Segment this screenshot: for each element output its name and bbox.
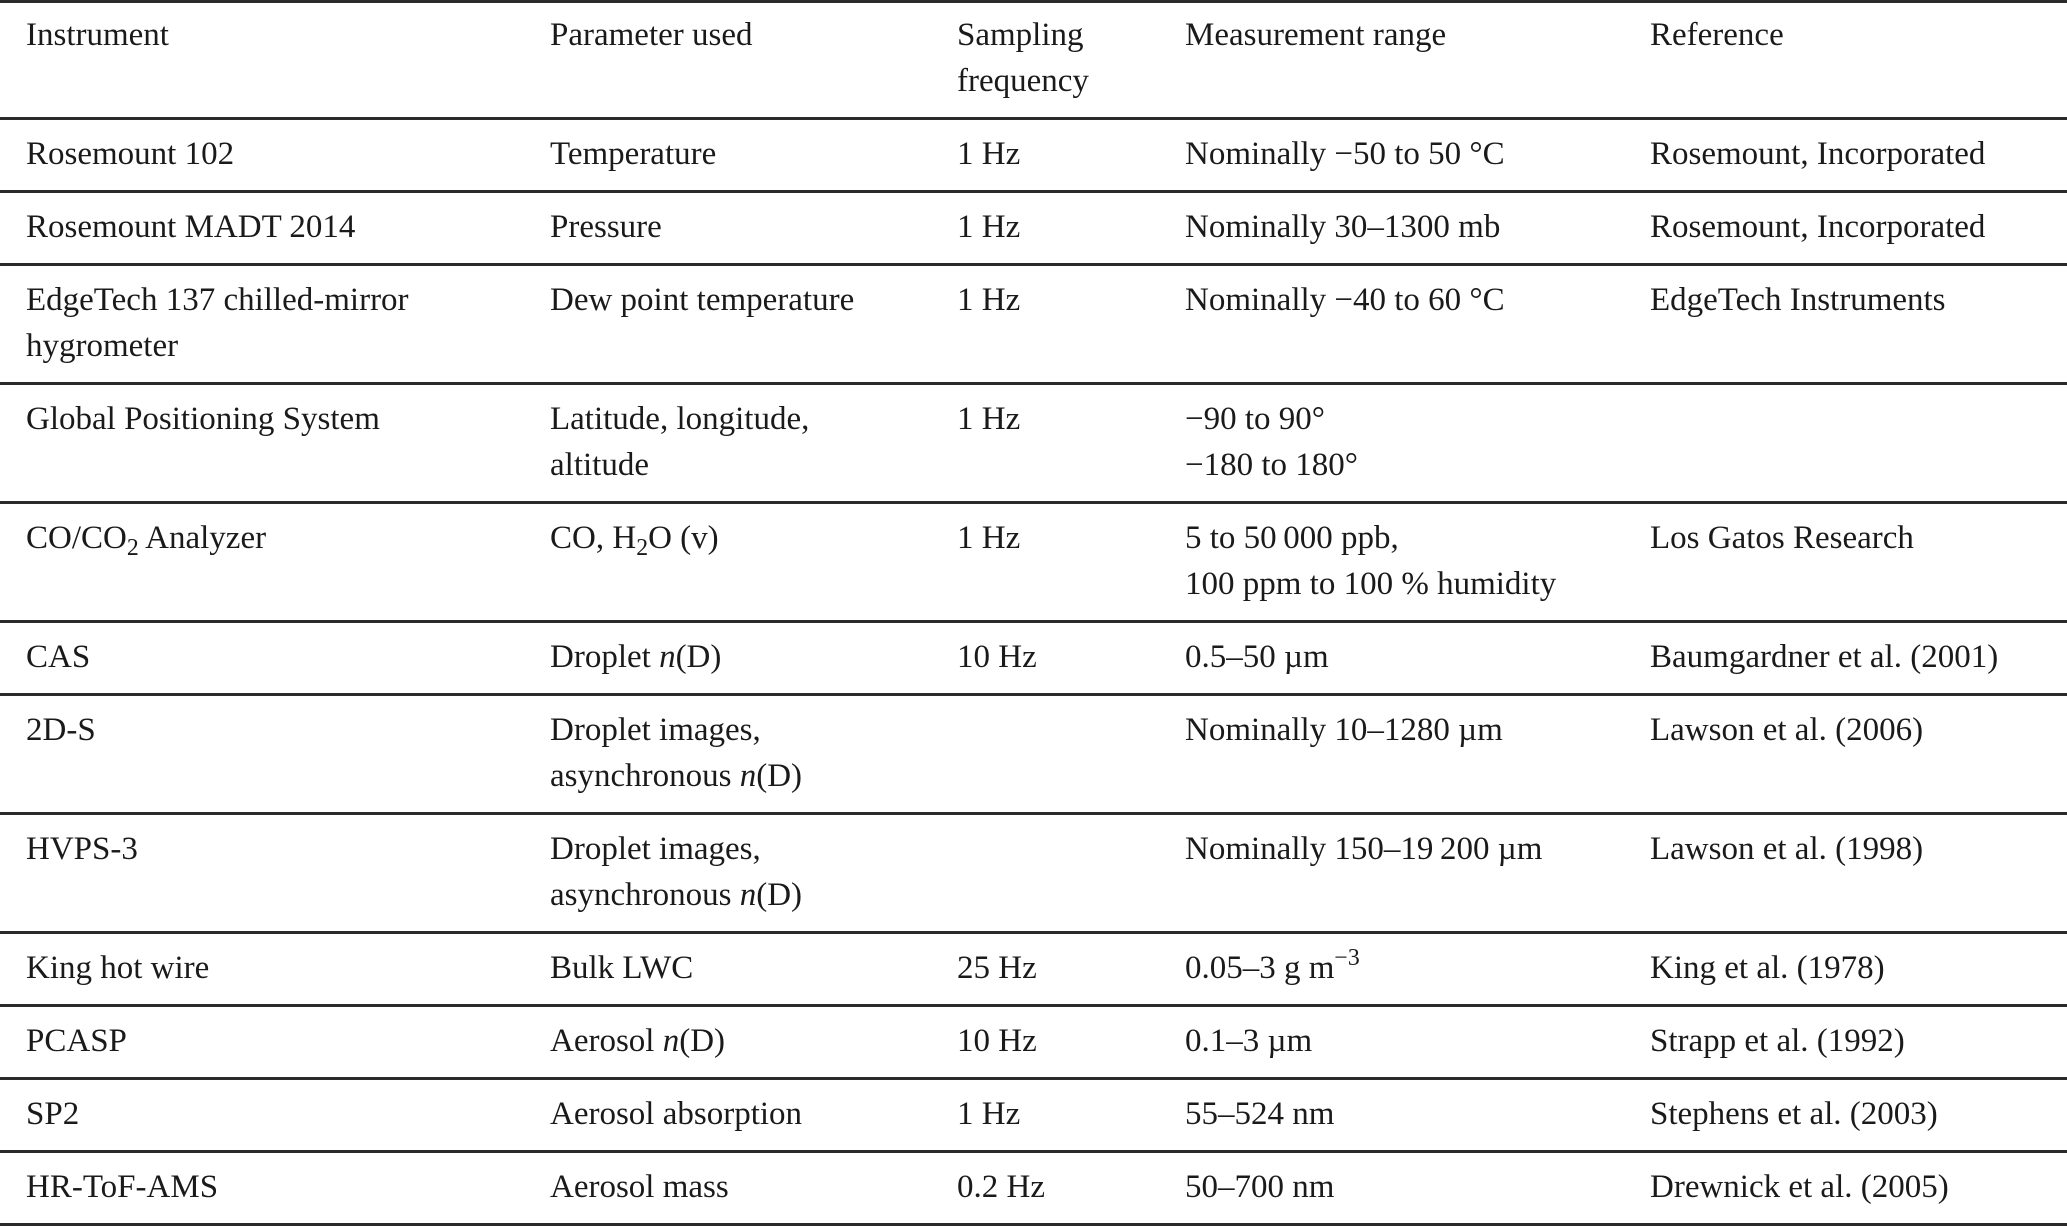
cell-reference xyxy=(1650,384,2067,503)
cell-parameter xyxy=(550,503,957,622)
table-row xyxy=(0,622,2067,695)
header-reference: Reference xyxy=(1650,17,1784,53)
cell-range xyxy=(1185,503,1650,622)
header-sampling-frequency xyxy=(957,2,1185,119)
cell-reference: Lawson et al. (1998) xyxy=(1650,831,1924,867)
cell-frequency: 1 Hz xyxy=(957,136,1021,172)
cell-reference: Stephens et al. (2003) xyxy=(1650,1096,1938,1132)
table-row xyxy=(0,695,2067,814)
cell-reference: Lawson et al. (2006) xyxy=(1650,712,1924,748)
text-part: Droplet xyxy=(550,639,660,675)
text-part: asynchronous xyxy=(550,877,740,913)
italic-symbol: n xyxy=(739,877,757,913)
text-part: 0.05–3 g m xyxy=(1185,950,1335,986)
table-row xyxy=(0,1152,2067,1225)
cell-parameter-line xyxy=(550,753,957,799)
cell-instrument: Rosemount MADT 2014 xyxy=(26,209,356,245)
cell-range: Nominally 150–19 200 µm xyxy=(1185,831,1543,867)
cell-parameter-line: Droplet images, xyxy=(550,712,761,748)
cell-range: 0.1–3 µm xyxy=(1185,1023,1313,1059)
header-measurement-range: Measurement range xyxy=(1185,17,1447,53)
text-part: asynchronous xyxy=(550,758,740,794)
cell-frequency: 0.2 Hz xyxy=(957,1169,1045,1205)
superscript: −3 xyxy=(1334,944,1360,971)
cell-parameter xyxy=(550,384,957,503)
cell-frequency: 1 Hz xyxy=(957,282,1021,318)
text-part: (D) xyxy=(756,758,803,794)
cell-instrument: HVPS-3 xyxy=(26,831,138,867)
cell-parameter: Bulk LWC xyxy=(550,950,694,986)
cell-instrument-line: EdgeTech 137 chilled-mirror xyxy=(26,282,409,318)
cell-parameter-line: Droplet images, xyxy=(550,831,761,867)
text-part: (D) xyxy=(756,877,803,913)
cell-range-line: 5 to 50 000 ppb, xyxy=(1185,520,1399,556)
cell-range: Nominally −50 to 50 °C xyxy=(1185,136,1505,172)
cell-parameter: Temperature xyxy=(550,136,717,172)
cell-frequency: 1 Hz xyxy=(957,520,1021,556)
cell-parameter-line: Latitude, longitude, xyxy=(550,401,810,437)
text-part: (D) xyxy=(675,639,722,675)
cell-instrument xyxy=(0,265,550,384)
cell-parameter: Dew point temperature xyxy=(550,282,855,318)
cell-reference: Los Gatos Research xyxy=(1650,520,1914,556)
cell-frequency: 1 Hz xyxy=(957,209,1021,245)
header-sampling-line-1: Sampling xyxy=(957,17,1084,53)
cell-frequency xyxy=(957,814,1185,933)
italic-symbol: n xyxy=(739,758,757,794)
subscript: 2 xyxy=(126,535,139,562)
cell-range xyxy=(1185,384,1650,503)
italic-symbol: n xyxy=(662,1023,680,1059)
table-row xyxy=(0,933,2067,1006)
cell-instrument: PCASP xyxy=(26,1023,127,1059)
text-part: Aerosol xyxy=(550,1023,663,1059)
table-row xyxy=(0,503,2067,622)
cell-instrument: HR-ToF-AMS xyxy=(26,1169,219,1205)
italic-symbol: n xyxy=(659,639,676,675)
cell-frequency: 1 Hz xyxy=(957,1096,1021,1132)
cell-parameter: Aerosol absorption xyxy=(550,1096,803,1132)
cell-range: 0.5–50 µm xyxy=(1185,639,1329,675)
text-part: CO, H xyxy=(550,520,637,556)
cell-range xyxy=(1185,933,1650,1006)
cell-instrument xyxy=(0,503,550,622)
cell-instrument: CAS xyxy=(26,639,91,675)
table-row xyxy=(0,265,2067,384)
cell-range: Nominally 30–1300 mb xyxy=(1185,209,1501,245)
cell-parameter xyxy=(550,814,957,933)
table-row xyxy=(0,814,2067,933)
text-part: O (v) xyxy=(648,520,719,556)
header-row xyxy=(0,2,2067,119)
cell-reference: Baumgardner et al. (2001) xyxy=(1650,639,1999,675)
cell-instrument: Global Positioning System xyxy=(26,401,380,437)
subscript: 2 xyxy=(636,535,649,562)
cell-range-line: 100 ppm to 100 % humidity xyxy=(1185,566,1557,602)
cell-instrument: King hot wire xyxy=(26,950,210,986)
cell-parameter: Aerosol mass xyxy=(550,1169,729,1205)
table-row xyxy=(0,192,2067,265)
cell-range-line: −180 to 180° xyxy=(1185,447,1358,483)
cell-parameter-line xyxy=(550,872,957,918)
cell-instrument-line: hygrometer xyxy=(26,328,179,364)
cell-range: 50–700 nm xyxy=(1185,1169,1335,1205)
header-parameter: Parameter used xyxy=(550,17,753,53)
text-part: Analyzer xyxy=(138,520,267,556)
cell-instrument: SP2 xyxy=(26,1096,80,1132)
cell-frequency: 1 Hz xyxy=(957,401,1021,437)
cell-frequency: 10 Hz xyxy=(957,1023,1037,1059)
cell-reference: Rosemount, Incorporated xyxy=(1650,136,1986,172)
header-instrument: Instrument xyxy=(26,17,169,53)
cell-frequency: 25 Hz xyxy=(957,950,1037,986)
cell-reference: EdgeTech Instruments xyxy=(1650,282,1946,318)
cell-frequency: 10 Hz xyxy=(957,639,1037,675)
table-body xyxy=(0,119,2067,1225)
text-part: (D) xyxy=(679,1023,726,1059)
cell-range: Nominally 10–1280 µm xyxy=(1185,712,1503,748)
table-header xyxy=(0,2,2067,119)
cell-parameter xyxy=(550,1006,957,1079)
cell-reference: Rosemount, Incorporated xyxy=(1650,209,1986,245)
table-row xyxy=(0,119,2067,192)
table-row xyxy=(0,384,2067,503)
header-sampling-line-2: frequency xyxy=(957,63,1089,99)
table-row xyxy=(0,1079,2067,1152)
cell-range: 55–524 nm xyxy=(1185,1096,1335,1132)
cell-parameter xyxy=(550,695,957,814)
cell-instrument: Rosemount 102 xyxy=(26,136,235,172)
cell-parameter xyxy=(550,622,957,695)
text-part: CO/CO xyxy=(26,520,127,556)
cell-reference: Drewnick et al. (2005) xyxy=(1650,1169,1949,1205)
cell-parameter-line: altitude xyxy=(550,447,649,483)
cell-parameter: Pressure xyxy=(550,209,662,245)
cell-reference: Strapp et al. (1992) xyxy=(1650,1023,1905,1059)
cell-frequency xyxy=(957,695,1185,814)
cell-range: Nominally −40 to 60 °C xyxy=(1185,282,1505,318)
cell-range-line: −90 to 90° xyxy=(1185,401,1325,437)
cell-instrument: 2D-S xyxy=(26,712,96,748)
table-row xyxy=(0,1006,2067,1079)
cell-reference: King et al. (1978) xyxy=(1650,950,1885,986)
